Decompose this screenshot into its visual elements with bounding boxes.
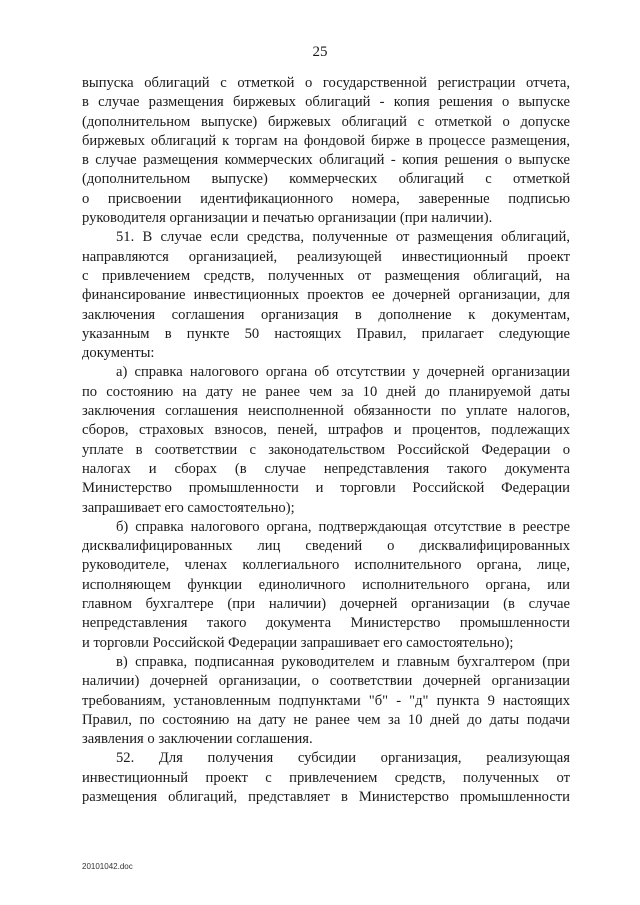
text-line: инвестиционный проект с привлечением средств, полученных от [82, 769, 570, 786]
text-line: Министерство промышленности и торговли Российской Федерации [82, 480, 570, 497]
text-line: заключения соглашения организация в дополнение к документам, [82, 306, 570, 323]
text-line: размещения облигаций, представляет в Министерство промышленности [82, 788, 570, 805]
text-line: с привлечением средств, полученных от размещения облигаций, на [82, 267, 570, 284]
text-line: запрашивает его самостоятельно); [82, 499, 295, 516]
text-line: направляются организацией, реализующей инвестиционный проект [82, 248, 570, 265]
text-line: в случае размещения коммерческих облигаций - копия решения о выпуске [82, 152, 570, 169]
text-line: уплате в соответствии с законодательством Российской Федерации о [82, 441, 570, 458]
text-line: Правил, по состоянию на дату не ранее чем за 10 дней до даты подачи [82, 711, 570, 728]
text-line: в случае размещения биржевых облигаций - копия решения о выпуске [82, 94, 570, 111]
text-line: финансирование инвестиционных проектов ее дочерней организации, для [82, 287, 570, 304]
document-body [82, 74, 570, 807]
text-line: б) справка налогового органа, подтверждающая отсутствие в реестре [116, 518, 570, 535]
text-line: и торговли Российской Федерации запрашивает его самостоятельно); [82, 634, 514, 651]
text-line: сборов, страховых взносов, пеней, штрафов и процентов, подлежащих [82, 422, 570, 439]
text-line: выпуска облигаций с отметкой о государственной регистрации отчета, [82, 75, 570, 91]
text-line: 51. В случае если средства, полученные от размещения облигаций, [116, 229, 570, 246]
text-line: о присвоении идентификационного номера, заверенные подписью [82, 190, 570, 207]
text-line: (дополнительном выпуске) коммерческих облигаций с отметкой [82, 171, 570, 188]
text-line: 52. Для получения субсидии организация, реализующая [116, 750, 570, 767]
text-line: заключения соглашения неисполненной обязанности по уплате налогов, [82, 403, 570, 420]
text-line: указанным в пункте 50 настоящих Правил, прилагает следующие [82, 325, 570, 342]
text-line: непредставления такого документа Министерство промышленности [82, 615, 570, 632]
text-line: налогах и сборах (в случае непредставления такого документа [82, 460, 570, 477]
text-line: по состоянию на дату не ранее чем за 10 дней до планируемой даты [82, 383, 570, 400]
text-line: в) справка, подписанная руководителем и главным бухгалтером (при [116, 653, 570, 670]
text-line: наличии) дочерней организации, о соответствии дочерней организации [82, 673, 570, 690]
text-line: дисквалифицированных лиц сведений о дисквалифицированных [82, 538, 570, 555]
text-line: исполняющем функции единоличного исполнительного органа, или [82, 576, 570, 593]
text-line: документы: [82, 345, 155, 362]
text-line: главном бухгалтере (при наличии) дочерней организации (в случае [82, 596, 570, 613]
text-line: заявления о заключении соглашения. [82, 731, 313, 748]
text-line: биржевых облигаций к торгам на фондовой бирже в процессе размещения, [82, 132, 570, 149]
document-footer-filename: 20101042.doc [82, 862, 133, 871]
text-line: а) справка налогового органа об отсутствии у дочерней организации [116, 364, 570, 381]
text-line: требованиям, установленным подпунктами "б" - "д" пункта 9 настоящих [82, 692, 570, 709]
page-number: 25 [312, 44, 328, 60]
text-line: руководителе, членах коллегиального исполнительного органа, лице, [82, 557, 570, 574]
text-line: руководителя организации и печатью организации (при наличии). [82, 210, 493, 227]
text-line: (дополнительном выпуске) биржевых облигаций с отметкой о допуске [82, 113, 570, 130]
